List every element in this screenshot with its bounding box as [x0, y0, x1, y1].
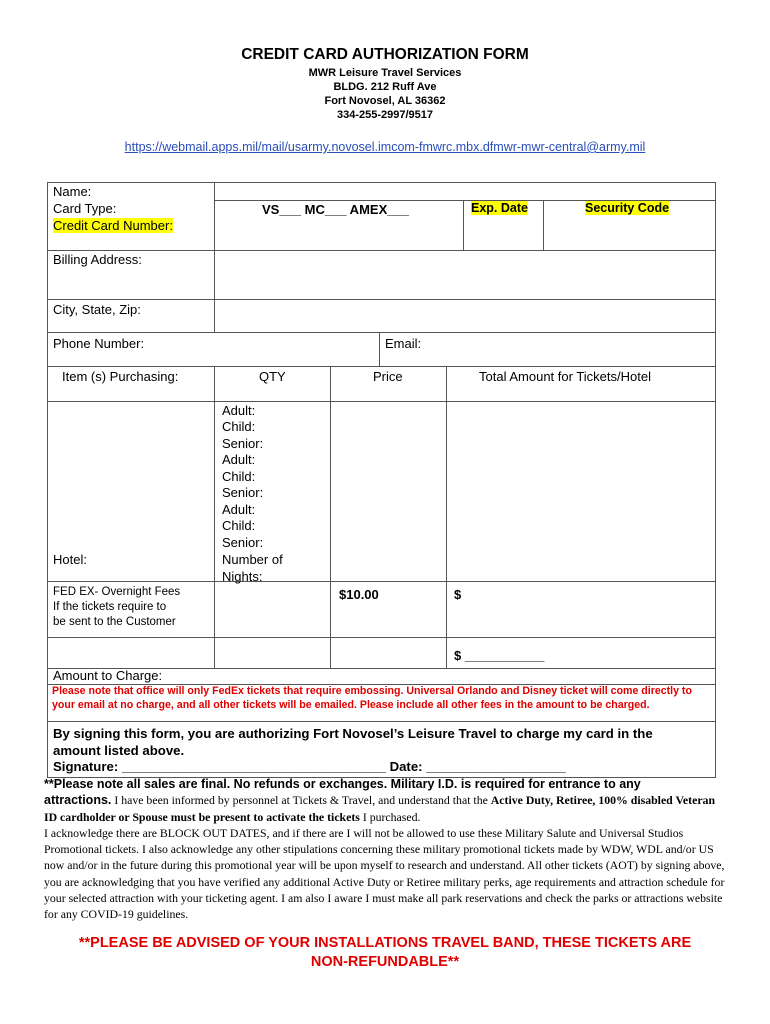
total-column-header: Total Amount for Tickets/Hotel: [479, 369, 651, 384]
exp-date-label: Exp. Date: [471, 201, 528, 215]
qty-column-header: QTY: [259, 369, 286, 384]
purchased-text: I purchased.: [359, 809, 421, 824]
billing-address-label: Billing Address:: [53, 252, 142, 267]
fedex-line-2: If the tickets require to: [53, 601, 167, 613]
name-field[interactable]: [214, 183, 713, 199]
fedex-note: Please note that office will only FedEx tickets that require embossing. Universal Orlando and Disney ticket will come directly to your email at no charge, and all other tickets will be emailed. Please include all other fees in the amount to be charged.: [52, 685, 692, 711]
qty-senior-1: Senior:: [222, 436, 264, 451]
city-state-zip-field[interactable]: [48, 318, 713, 332]
final-sale-note: **Please note all sales are final. No refunds or exchanges. Military I.D. is required for entrance to any: [44, 777, 641, 791]
acknowledgement-paragraph: I acknowledge there are BLOCK OUT DATES, and if there are I will not be allowed to use these Military Salute and Universal Studios Promotional tickets. I also acknowledge any other stipulations concerning these military promotional tickets made by WDW, WDL and/or US now and/or in the future during this promotional year will be upon myself to research and understand. All other tickets (AOT) by signing above, you are acknowledging that you have verified any additional Active Duty or Retiree military perks, age requirements and attraction schedule for your selected attraction with your ticketing agent. I am also I aware I must make all park reservations and check the parks or attractions website for any COVID-19 guidelines.: [44, 825, 725, 922]
exp-date-field[interactable]: [463, 218, 542, 250]
security-code-label: Security Code: [585, 201, 670, 215]
qty-nights-line1: Number of: [222, 552, 283, 567]
amount-to-charge-label: Amount to Charge:: [53, 668, 163, 683]
grand-total: $ ___________: [454, 648, 545, 663]
qty-senior-3: Senior:: [222, 535, 264, 550]
fedex-price: $10.00: [339, 587, 379, 602]
card-type-options: VS___ MC___ AMEX___: [262, 202, 409, 217]
fedex-line-3: be sent to the Customer: [53, 616, 176, 628]
authorization-line-1: By signing this form, you are authorizing Fort Novosel’s Leisure Travel to charge my card in the: [53, 726, 653, 741]
email-link[interactable]: https://webmail.apps.mil/mail/usarmy.novosel.imcom-fmwrc.mbx.dfmwr-mwr-central@army.mil: [124, 140, 646, 154]
qty-child-1: Child:: [222, 419, 256, 434]
city-state-zip-label: City, State, Zip:: [53, 302, 141, 317]
org-name: MWR Leisure Travel Services: [308, 67, 462, 79]
fedex-line-1: FED EX- Overnight Fees: [53, 586, 181, 598]
security-code-field[interactable]: [543, 218, 713, 250]
phone-number-label: Phone Number:: [53, 336, 145, 351]
billing-address-field[interactable]: [214, 250, 713, 298]
advisory-line-2: NON-REFUNDABLE**: [310, 954, 460, 970]
qty-adult-1: Adult:: [222, 403, 256, 418]
advisory-line-1: **PLEASE BE ADVISED OF YOUR INSTALLATIONS TRAVEL BAND, THESE TICKETS ARE: [78, 935, 692, 951]
authorization-line-2: amount listed above.: [53, 743, 185, 758]
qty-adult-3: Adult:: [222, 502, 256, 517]
org-city: Fort Novosel, AL 36362: [324, 95, 446, 107]
qty-adult-2: Adult:: [222, 452, 256, 467]
id-requirement: Active Duty, Retiree, 100% disabled Veteran ID cardholder or Spouse must be present to activate the tickets: [44, 793, 716, 824]
price-column-header: Price: [373, 369, 403, 384]
form-title: CREDIT CARD AUTHORIZATION FORM: [241, 46, 529, 63]
email-label: Email:: [385, 336, 422, 351]
signature-line[interactable]: Signature: ____________________________________ Date: ___________________: [53, 759, 566, 774]
qty-child-2: Child:: [222, 469, 256, 484]
attractions-word: attractions.: [44, 793, 112, 808]
card-type-label: Card Type:: [53, 201, 117, 216]
hotel-label: Hotel:: [53, 552, 87, 567]
qty-nights-line2: Nights:: [222, 569, 263, 584]
name-label: Name:: [53, 184, 92, 199]
item-column-header: Item (s) Purchasing:: [62, 369, 179, 384]
card-number-field[interactable]: [214, 218, 463, 250]
informed-text: I have been informed by personnel at Tickets & Travel, and understand that the: [111, 793, 491, 808]
card-number-label: Credit Card Number:: [53, 218, 173, 233]
org-phone: 334-255-2997/9517: [336, 109, 434, 121]
qty-senior-2: Senior:: [222, 485, 264, 500]
advisory-warning: [40, 934, 730, 972]
qty-child-3: Child:: [222, 518, 256, 533]
fedex-total: $: [454, 587, 462, 602]
terms-notes: [44, 776, 730, 923]
org-building: BLDG. 212 Ruff Ave: [333, 81, 437, 93]
